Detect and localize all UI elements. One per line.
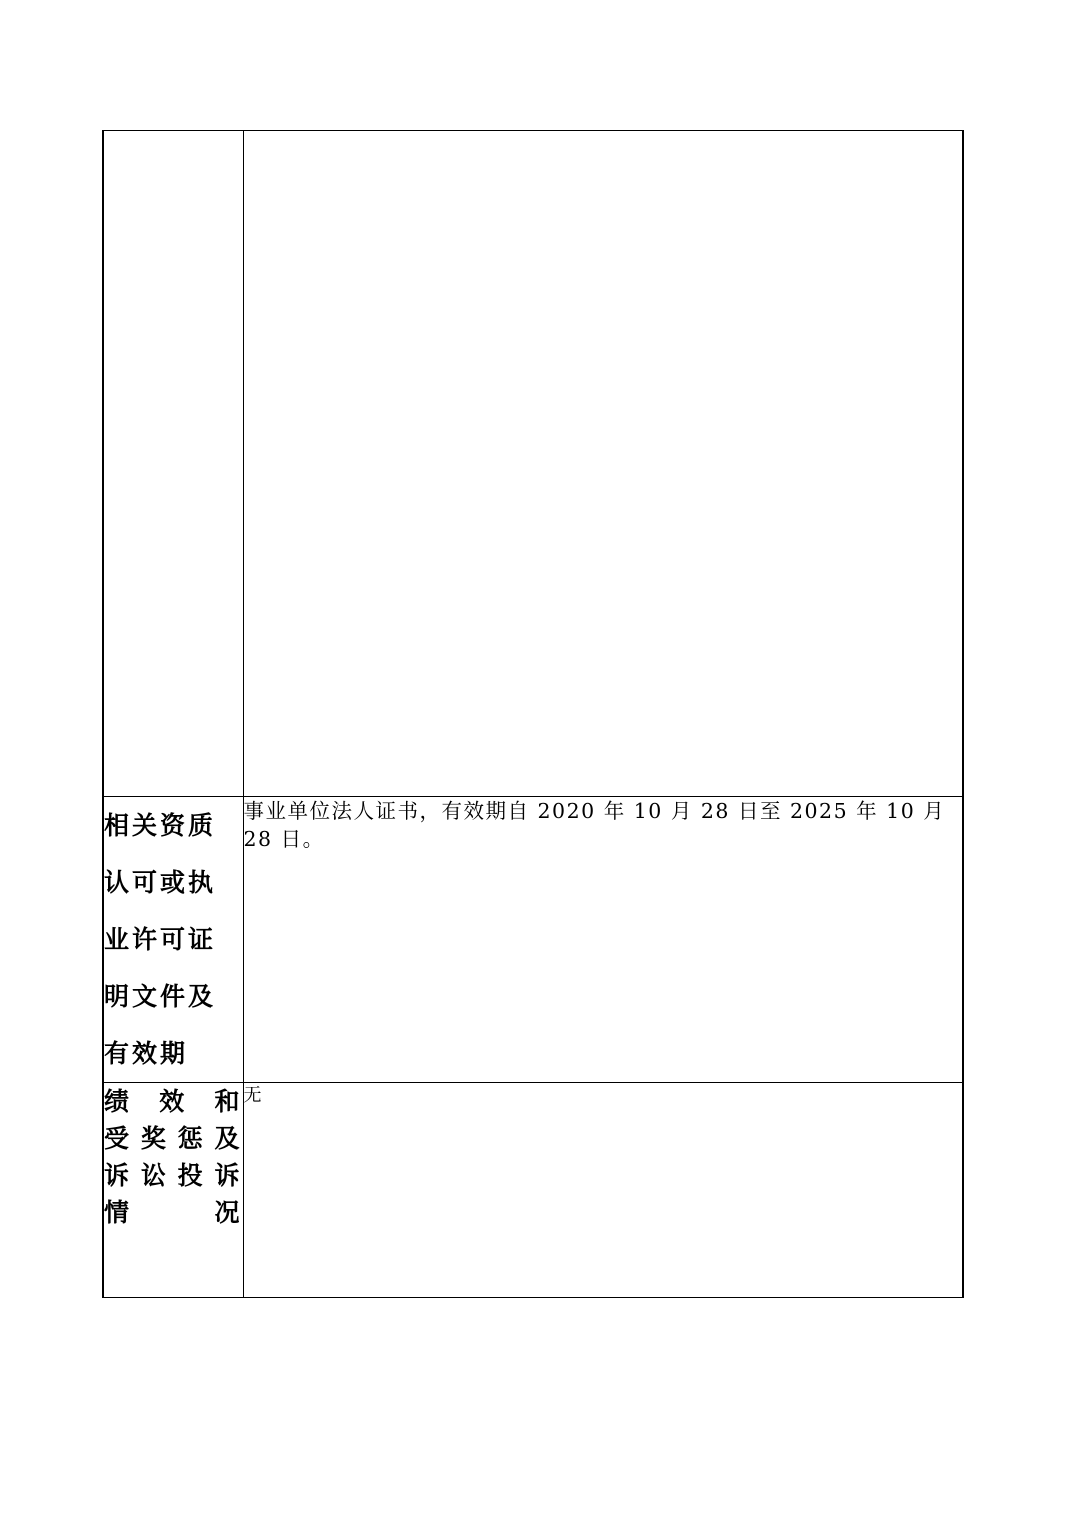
awards-label-line: 诉讼投诉	[104, 1161, 243, 1190]
awards-label	[103, 1083, 243, 1298]
blank-value-cell	[243, 131, 963, 797]
info-table	[102, 130, 964, 1298]
cert-value: 事业单位法人证书，有效期自 2020 年 10 月 28 日至 2025 年 10 月 28 日。	[243, 797, 963, 1083]
table-row	[103, 797, 963, 1083]
awards-value: 无	[243, 1083, 963, 1298]
table-row	[103, 1083, 963, 1298]
awards-label-line: 绩效和	[104, 1087, 243, 1116]
cert-label: 相关资质认可或执业许可证明文件及有效期	[103, 797, 243, 1083]
table-row	[103, 131, 963, 797]
awards-label-line: 情况	[104, 1198, 243, 1227]
awards-label-line: 受奖惩及	[104, 1124, 243, 1153]
blank-label-cell	[103, 131, 243, 797]
